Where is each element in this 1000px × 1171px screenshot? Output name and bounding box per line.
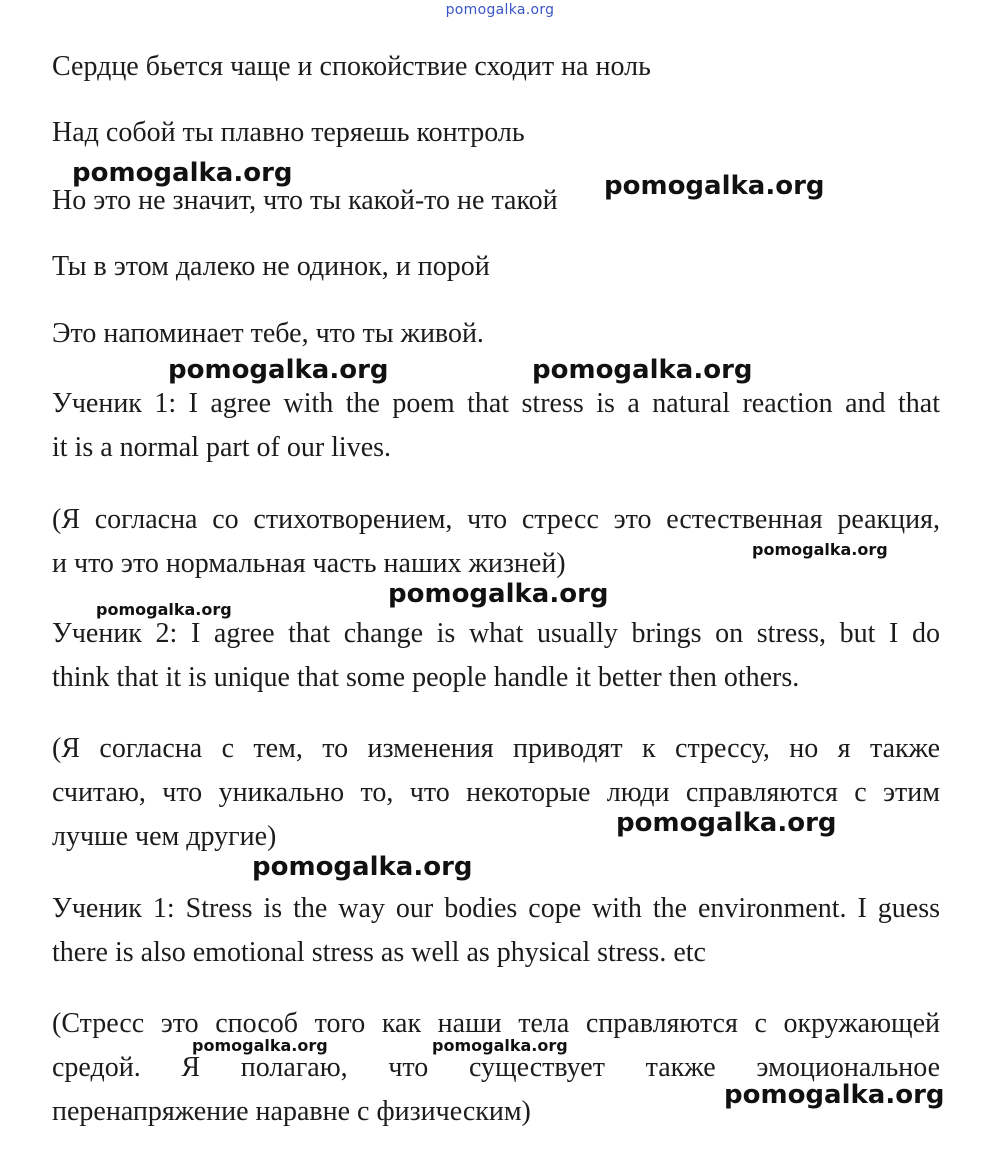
translation-line: перенапряжение наравне с физическим)	[52, 1096, 531, 1127]
watermark: pomogalka.org	[72, 158, 293, 188]
student-line: Ученик 1: I agree with the poem that stress is a natural reaction and that	[52, 388, 940, 419]
student-line: it is a normal part of our lives.	[52, 432, 392, 463]
translation-line: (Стресс это способ того как наши тела справляются с окружающей	[52, 1008, 940, 1039]
translation-line: (Я согласна с тем, то изменения приводят к стрессу, но я также	[52, 733, 940, 764]
watermark: pomogalka.org	[616, 808, 837, 838]
site-header-watermark: pomogalka.org	[445, 2, 555, 18]
translation-line: и что это нормальная часть наших жизней)	[52, 548, 566, 579]
watermark: pomogalka.org	[724, 1080, 945, 1110]
translation-line: (Я согласна со стихотворением, что стресс это естественная реакция,	[52, 504, 940, 535]
poem-line: Но это не значит, что ты какой-то не такой	[52, 185, 558, 216]
poem-line: Это напоминает тебе, что ты живой.	[52, 318, 484, 349]
student-line: there is also emotional stress as well as physical stress. etc	[52, 937, 706, 968]
poem-line: Ты в этом далеко не одинок, и порой	[52, 251, 490, 282]
translation-line: считаю, что уникально то, что некоторые люди справляются с этим	[52, 777, 940, 808]
watermark: pomogalka.org	[192, 1036, 328, 1055]
watermark: pomogalka.org	[532, 355, 753, 385]
student-line: Ученик 1: Stress is the way our bodies cope with the environment. I guess	[52, 893, 940, 924]
watermark: pomogalka.org	[168, 355, 389, 385]
student-line: think that it is unique that some people handle it better then others.	[52, 662, 800, 693]
watermark: pomogalka.org	[752, 540, 888, 559]
poem-line: Сердце бьется чаще и спокойствие сходит на ноль	[52, 51, 651, 82]
translation-line: лучше чем другие)	[52, 821, 277, 852]
translation-line: средой. Я полагаю, что существует также эмоциональное	[52, 1052, 940, 1083]
watermark: pomogalka.org	[96, 600, 232, 619]
watermark: pomogalka.org	[252, 852, 473, 882]
watermark: pomogalka.org	[388, 579, 609, 609]
student-line: Ученик 2: I agree that change is what usually brings on stress, but I do	[52, 618, 940, 649]
watermark: pomogalka.org	[604, 171, 825, 201]
poem-line: Над собой ты плавно теряешь контроль	[52, 117, 525, 148]
watermark: pomogalka.org	[432, 1036, 568, 1055]
